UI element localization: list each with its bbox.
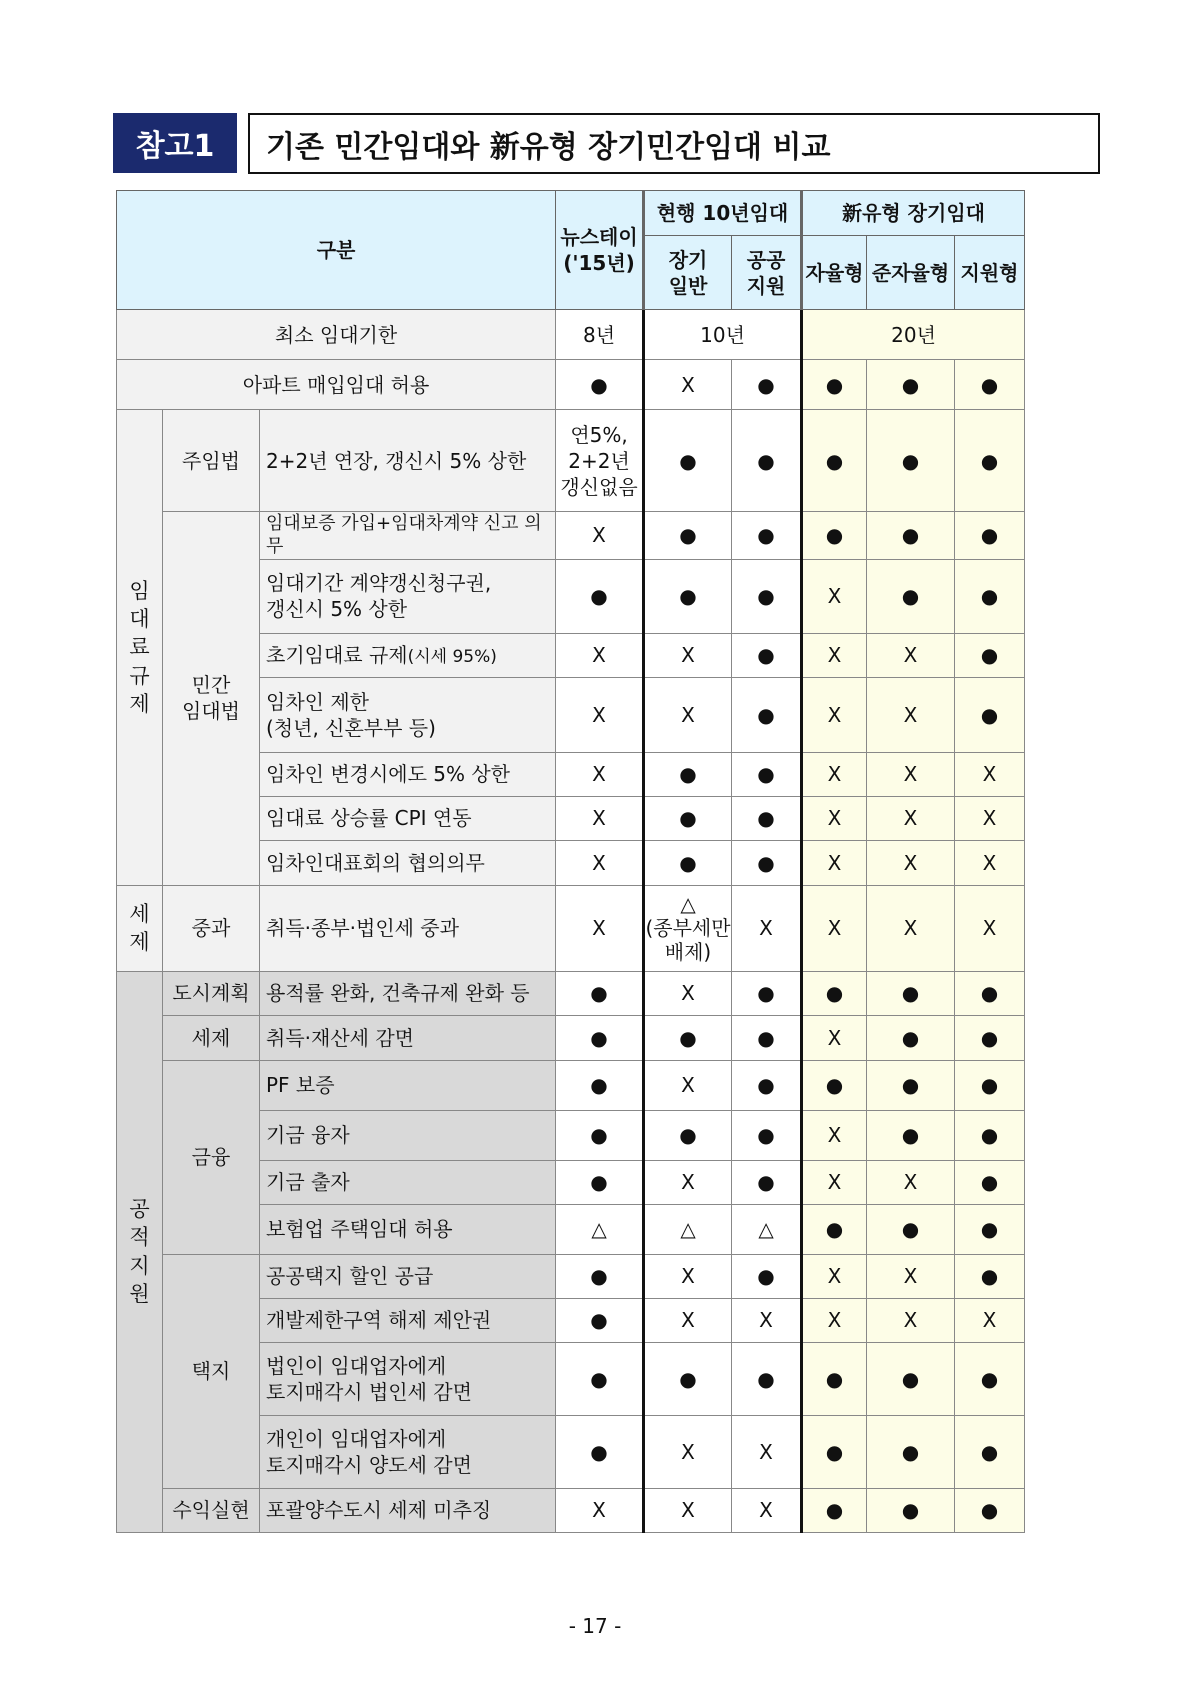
- cell: X: [802, 752, 867, 796]
- cell: ●: [732, 1160, 802, 1204]
- cell: ●: [955, 1415, 1025, 1488]
- header-jayul: 자율형: [802, 236, 867, 310]
- cell: ●: [802, 1060, 867, 1110]
- cell: X: [802, 1015, 867, 1060]
- cell: ●: [955, 1015, 1025, 1060]
- cell: X: [802, 796, 867, 840]
- header-current-10yr: 현행 10년임대: [644, 191, 802, 236]
- cell: ●: [644, 410, 732, 512]
- cell: ●: [802, 360, 867, 410]
- cell: X: [955, 1298, 1025, 1342]
- cell: X: [732, 1298, 802, 1342]
- cell: △: [556, 1204, 644, 1254]
- cell: ●: [732, 1060, 802, 1110]
- cell: ●: [867, 1415, 955, 1488]
- row-label: 초기임대료 규제: [266, 643, 408, 668]
- row-label: 기금 출자: [260, 1160, 556, 1204]
- row-label: 2+2년 연장, 갱신시 5% 상한: [260, 410, 556, 512]
- reference-badge: 참고1: [113, 113, 237, 173]
- page-title: 기존 민간임대와 新유형 장기민간임대 비교: [248, 113, 1100, 174]
- cell: ●: [732, 752, 802, 796]
- row-label: 최소 임대기한: [117, 310, 556, 360]
- sub-suik: 수익실현: [163, 1488, 260, 1532]
- cell: ●: [955, 677, 1025, 752]
- cell: ●: [732, 410, 802, 512]
- cell: ●: [867, 410, 955, 512]
- cell: ●: [802, 1342, 867, 1415]
- cell: X: [802, 885, 867, 971]
- cell: ●: [644, 796, 732, 840]
- cell: X: [556, 840, 644, 885]
- cell: X: [644, 677, 732, 752]
- header-gubun: 구분: [117, 191, 556, 310]
- cell: X: [867, 796, 955, 840]
- cell: X: [644, 1298, 732, 1342]
- cell: ●: [955, 360, 1025, 410]
- cell: X: [802, 677, 867, 752]
- sub-mingan: 민간 임대법: [163, 512, 260, 886]
- cell: X: [802, 1298, 867, 1342]
- cell: ●: [556, 1015, 644, 1060]
- cell: ●: [802, 512, 867, 560]
- cell: X: [644, 1060, 732, 1110]
- row-label: 보험업 주택임대 허용: [260, 1204, 556, 1254]
- cell: ●: [867, 1488, 955, 1532]
- sub-seje: 세제: [163, 1015, 260, 1060]
- cell: ●: [955, 1160, 1025, 1204]
- sub-geumyung: 금융: [163, 1060, 260, 1254]
- cell: ●: [955, 971, 1025, 1015]
- cell: 연5%, 2+2년 갱신없음: [556, 410, 644, 512]
- cell: ●: [732, 1015, 802, 1060]
- row-label: 임차인 제한 (청년, 신혼부부 등): [260, 677, 556, 752]
- cell: X: [867, 885, 955, 971]
- cell: ●: [867, 1060, 955, 1110]
- row-label: 포괄양수도시 세제 미추징: [260, 1488, 556, 1532]
- cell: X: [644, 1415, 732, 1488]
- cell: X: [556, 633, 644, 677]
- cell: 8년: [556, 310, 644, 360]
- header-new-type: 新유형 장기임대: [802, 191, 1025, 236]
- cell: ●: [732, 677, 802, 752]
- cell: X: [556, 512, 644, 560]
- row-label: 법인이 임대업자에게 토지매각시 법인세 감면: [260, 1342, 556, 1415]
- cell: ●: [556, 971, 644, 1015]
- comparison-table: [116, 190, 1025, 1533]
- cell: X: [644, 1254, 732, 1298]
- row-label: 임대보증 가입+임대차계약 신고 의무: [260, 512, 556, 560]
- cell: ●: [802, 1415, 867, 1488]
- cell: X: [802, 1110, 867, 1160]
- cell: ●: [955, 512, 1025, 560]
- row-label: 아파트 매입임대 허용: [117, 360, 556, 410]
- row-label: 임대료 상승률 CPI 연동: [260, 796, 556, 840]
- cell: X: [867, 1254, 955, 1298]
- group-seje: 세 제: [117, 885, 163, 971]
- cell: ●: [556, 559, 644, 633]
- cell: X: [732, 1488, 802, 1532]
- cell: ●: [955, 1060, 1025, 1110]
- cell: X: [802, 1160, 867, 1204]
- cell: ●: [732, 633, 802, 677]
- cell: ●: [556, 360, 644, 410]
- header-gonggong-jiwon: 공공 지원: [732, 236, 802, 310]
- row-label: PF 보증: [260, 1060, 556, 1110]
- cell: X: [644, 1488, 732, 1532]
- cell: X: [867, 840, 955, 885]
- cell: ●: [556, 1298, 644, 1342]
- cell: X: [732, 1415, 802, 1488]
- header-junjayul: 준자율형: [867, 236, 955, 310]
- cell: ●: [955, 1342, 1025, 1415]
- sub-dosi: 도시계획: [163, 971, 260, 1015]
- cell: ●: [955, 1204, 1025, 1254]
- cell: ●: [644, 1342, 732, 1415]
- cell: ●: [802, 1204, 867, 1254]
- cell: ●: [802, 410, 867, 512]
- cell: X: [556, 677, 644, 752]
- cell: ●: [556, 1060, 644, 1110]
- cell: ●: [955, 410, 1025, 512]
- cell: △ (종부세만 배제): [644, 885, 732, 971]
- cell: ●: [867, 559, 955, 633]
- cell: X: [955, 840, 1025, 885]
- cell: ●: [732, 360, 802, 410]
- cell: ●: [955, 1488, 1025, 1532]
- cell: X: [867, 1298, 955, 1342]
- cell: ●: [955, 1254, 1025, 1298]
- cell: △: [644, 1204, 732, 1254]
- cell: ●: [732, 1342, 802, 1415]
- cell: X: [556, 885, 644, 971]
- cell: X: [802, 840, 867, 885]
- row-label: 개발제한구역 해제 제안권: [260, 1298, 556, 1342]
- cell: ●: [556, 1110, 644, 1160]
- cell: ●: [867, 1204, 955, 1254]
- cell: ●: [867, 360, 955, 410]
- cell: ●: [556, 1160, 644, 1204]
- header-jangi-ilban: 장기 일반: [644, 236, 732, 310]
- cell: ●: [644, 559, 732, 633]
- cell: ●: [732, 840, 802, 885]
- cell: ●: [955, 633, 1025, 677]
- cell: X: [802, 1254, 867, 1298]
- sub-juim: 주임법: [163, 410, 260, 512]
- cell: X: [955, 885, 1025, 971]
- group-imdaeryo: 임 대 료 규 제: [117, 410, 163, 886]
- cell: ●: [644, 840, 732, 885]
- cell: ●: [556, 1415, 644, 1488]
- cell: X: [556, 1488, 644, 1532]
- cell: △: [732, 1204, 802, 1254]
- row-label: 임차인대표회의 협의의무: [260, 840, 556, 885]
- cell: ●: [644, 512, 732, 560]
- row-label: 공공택지 할인 공급: [260, 1254, 556, 1298]
- cell: X: [867, 1160, 955, 1204]
- row-label-cell: [260, 633, 556, 677]
- cell: X: [644, 971, 732, 1015]
- cell: X: [867, 677, 955, 752]
- sub-taekji: 택지: [163, 1254, 260, 1488]
- cell: X: [644, 360, 732, 410]
- cell: ●: [732, 971, 802, 1015]
- cell: X: [867, 633, 955, 677]
- row-label: 임차인 변경시에도 5% 상한: [260, 752, 556, 796]
- cell: ●: [732, 1110, 802, 1160]
- cell: ●: [867, 1015, 955, 1060]
- row-label: 개인이 임대업자에게 토지매각시 양도세 감면: [260, 1415, 556, 1488]
- cell: ●: [732, 796, 802, 840]
- cell: ●: [644, 752, 732, 796]
- cell: ●: [867, 512, 955, 560]
- row-label: 용적률 완화, 건축규제 완화 등: [260, 971, 556, 1015]
- row-label: 취득·종부·법인세 중과: [260, 885, 556, 971]
- cell: 10년: [644, 310, 802, 360]
- header-newstay: 뉴스테이 ('15년): [556, 191, 644, 310]
- cell: ●: [955, 1110, 1025, 1160]
- cell: ●: [867, 1342, 955, 1415]
- cell: X: [955, 752, 1025, 796]
- row-label-note: (시세 95%): [407, 647, 497, 668]
- cell: ●: [644, 1110, 732, 1160]
- row-label: 임대기간 계약갱신청구권, 갱신시 5% 상한: [260, 559, 556, 633]
- cell: X: [556, 796, 644, 840]
- cell: ●: [955, 559, 1025, 633]
- cell: X: [556, 752, 644, 796]
- cell: X: [802, 633, 867, 677]
- cell: ●: [867, 1110, 955, 1160]
- cell: ●: [802, 1488, 867, 1532]
- cell: X: [644, 1160, 732, 1204]
- cell: X: [732, 885, 802, 971]
- cell: X: [867, 752, 955, 796]
- cell: X: [644, 633, 732, 677]
- cell: ●: [867, 971, 955, 1015]
- cell: X: [802, 559, 867, 633]
- cell: ●: [732, 559, 802, 633]
- row-label: 취득·재산세 감면: [260, 1015, 556, 1060]
- page-number: - 17 -: [568, 1614, 622, 1638]
- cell: ●: [644, 1015, 732, 1060]
- cell: ●: [802, 971, 867, 1015]
- cell: ●: [556, 1254, 644, 1298]
- cell: ●: [732, 1254, 802, 1298]
- cell: ●: [556, 1342, 644, 1415]
- row-label: 기금 융자: [260, 1110, 556, 1160]
- cell: 20년: [802, 310, 1025, 360]
- sub-junggwa: 중과: [163, 885, 260, 971]
- cell: X: [955, 796, 1025, 840]
- cell: ●: [732, 512, 802, 560]
- header-jiwon: 지원형: [955, 236, 1025, 310]
- group-gongjeok: 공 적 지 원: [117, 971, 163, 1532]
